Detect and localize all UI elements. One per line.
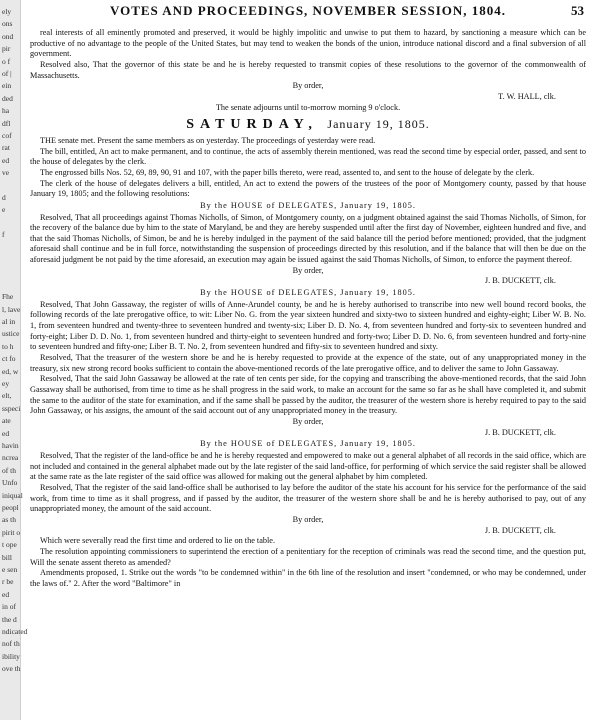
paragraph: Which were severally read the first time and ordered to lie on the table. [40, 536, 276, 546]
resolution: Resolved, That all proceedings against Thomas Nicholls, of Simon, of Montgomery county, on a judgment obtained against the said Thomas Nicholls, of Simon, for the recovery of the balance due by him to the state of Maryland, be and they are hereby suspended until after the first day of November, eighteen hundred and five, and that the said Thomas Nicholls, of Simon, be and he is hereby indulged in the payment of the said balance till the period before mentioned; provided, that the judgment aforesaid shall continue and be in full force, notwithstanding the suspension of proceedings directed by this resolution, and if the balance that will then be due on the aforesaid judgment be not paid by the time aforesaid, an execution may again be issued against the said Thomas Nicholls, of Simon, to enforce the payment thereof. [30, 212, 586, 265]
gutter-fragment: ein [2, 81, 12, 91]
gutter-fragment: ove th [2, 664, 21, 674]
resolution: Resolved, That the said John Gassaway be allowed at the rate of ten cents per side, for the copying and transcribing the above-mentioned records, that the said John Gassaway shall be authorised, from time to time as he shall progress in the said work, to make an account for the same so far as he shall have completed it, and submit the same to the auditor of the state for examination, and if the same shall be passed by the auditor, the treasurer of the western shore is hereby required to pay to the said John Gassaway, or his assigns, the amount of the said account out of any unappropriated money in the treasury. [30, 374, 586, 416]
adjournment-note: The senate adjourns until to-morrow morning 9 o'clock. [215, 102, 401, 112]
gutter-fragment: the d [2, 614, 17, 624]
order-heading: By the HOUSE of DELEGATES, January 19, 1805. [200, 200, 416, 210]
paragraph: The resolution appointing commissioners to superintend the erection of a penitentiary for the reception of criminals was read the second time, and the question put, Will the senate assent thereto as amended? [30, 546, 586, 567]
gutter-fragment: Fhe [2, 292, 14, 302]
day-date: January 19, 1805. [327, 117, 430, 132]
by-order: By order, [292, 514, 324, 524]
gutter-fragment: ded [2, 93, 13, 103]
clerk-signature: J. B. DUCKETT, clk. [484, 427, 556, 437]
paragraph: real interests of all eminently promoted and preserved, it would be highly impolitic and unwise to put them to hazard, by sanctioning a measure which can be productive of no advantage to the people of the United States, but may tend to weaken the bonds of the union, introduce national discord and a final subversion of all government. [30, 28, 586, 59]
gutter-fragment: ve [2, 168, 10, 178]
gutter-fragment: pirit o [2, 527, 21, 537]
page-number: 53 [571, 3, 584, 18]
gutter-fragment: ed [2, 155, 10, 165]
gutter-fragment: peopl [2, 503, 19, 512]
gutter-fragment: of | [2, 69, 12, 78]
gutter-fragment: Unfo [2, 478, 18, 488]
by-order: By order, [292, 265, 324, 275]
gutter-fragment: ate [2, 416, 11, 426]
gutter-fragment: ed, w [2, 366, 19, 376]
gutter-fragment: pir [2, 44, 11, 54]
gutter-fragment: in of [2, 602, 16, 612]
paragraph: The clerk of the house of delegates delivers a bill, entitled, An act to extend the powers of the trustees of the poor of Montgomery county, passed by that house January 19, 1805; and the following resolutions: [30, 178, 586, 199]
document-page [30, 3, 586, 716]
gutter-fragment: sspeci [2, 403, 21, 413]
gutter-fragment: ons [2, 19, 13, 29]
gutter-fragment: bill [2, 552, 13, 562]
order-heading: By the HOUSE of DELEGATES, January 19, 1805. [200, 288, 416, 298]
paragraph: THE senate met. Present the same members as on yesterday. The proceedings of yesterday were read. [40, 135, 376, 145]
day-heading [30, 119, 586, 131]
running-title: VOTES AND PROCEEDINGS, NOVEMBER SESSION, 1804. [109, 3, 507, 18]
gutter-fragment: to h [2, 341, 14, 351]
gutter-fragment: l, lave [2, 304, 21, 314]
gutter-fragment: ey [2, 379, 10, 388]
clerk-signature: J. B. DUCKETT, clk. [484, 525, 556, 535]
gutter-fragment: havin [2, 441, 19, 450]
gutter-fragment: al in [2, 317, 16, 326]
paragraph: Amendments proposed, 1. Strike out the words "to be condemned within" in the 6th line of the resolution and insert "condemned, or who may be condemned, under the laws of." 2. After the word "Baltimore" in [30, 568, 586, 588]
paragraph: Resolved also, That the governor of this state be and he is hereby requested to transmit copies of these resolutions to the governor of the commonwealth of Massachusetts. [30, 59, 586, 80]
adjacent-page-gutter [0, 0, 28, 720]
gutter-fragment: ha [2, 106, 10, 116]
gutter-fragment: ct fo [2, 354, 16, 364]
by-order: By order, [292, 416, 324, 426]
gutter-fragment: f [2, 230, 5, 240]
weekday: SATURDAY, [186, 117, 318, 133]
gutter-fragment: dfl [2, 118, 11, 128]
gutter-fragment: ncrea [2, 453, 19, 463]
clerk-signature: T. W. HALL, clk. [498, 91, 556, 101]
gutter-fragment: ely [2, 7, 12, 16]
clerk-signature: J. B. DUCKETT, clk. [484, 276, 556, 286]
by-order: By order, [292, 81, 324, 91]
resolution: Resolved, That the register of the said land-office shall be authorised to lay before the auditor of the state his account for his service for the performance of the said work, from time to time as it shall progress, and if passed by the auditor, the treasurer of the western shore shall be and he is hereby authorised to pay, out of any unappropriated money, the amount of the said account. [30, 482, 586, 514]
gutter-fragment: ed [2, 428, 10, 438]
gutter-fragment: d [2, 193, 6, 202]
gutter-fragment: iniqual [2, 490, 23, 500]
resolution: Resolved, That John Gassaway, the register of wills of Anne-Arundel county, be and he is hereby authorised to transcribe into new well bound record books, the following records of the late prerogative office, to wit: Liber No. G. from the year sixteen hundred and sixty-two to sixteen hundred and eighty-eight; Liber W. B. No. 1, from seventeen hundred and twenty-three to seventeen hundred and twenty-six; Liber D. D. No. 4, from seventeen hundred and forty-six to seventeen hundred and forty-eight; Liber D. D. No. 1, from seventeen hundred and thirty-eight to seventeen hundred and forty-two; Liber D. D. No. 6, from seventeen hundred and forty-nine to seventeen hundred and fifty-one; Liber B. T. No. 2, from seventeen hundred and fifty-six to seventeen hundred and sixty. [30, 299, 586, 352]
gutter-fragment: of th [2, 465, 16, 475]
resolution: Resolved, That the treasurer of the western shore be and he is hereby requested to provide at the expence of the state, out of any unappropriated money in the treasury, six new strong record books sufficient to contain the above-mentioned records of the late prerogative office, and to deliver the same to John Gassaway. [30, 353, 586, 373]
paragraph: The engrossed bills Nos. 52, 69, 89, 90, 91 and 107, with the paper bills thereto, were read, assented to, and sent to the house of delegate by the clerk. [40, 167, 535, 177]
gutter-fragment: o f [2, 56, 11, 66]
gutter-fragment: ond [2, 31, 14, 41]
gutter-fragment: as th [2, 515, 16, 525]
gutter-fragment: nof th [2, 639, 20, 649]
gutter-fragment: e sen [2, 565, 18, 574]
gutter-fragment: e [2, 205, 6, 215]
paragraph: The bill, entitled, An act to make permanent, and to continue, the acts of assembly therein mentioned, was read the second time by especial order, passed, and sent to the house of delegates by the clerk. [30, 146, 586, 167]
resolution: Resolved, That the register of the land-office be and he is hereby requested and empowered to make out a general alphabet of all records in the said office, which are not included and contained in the general alphabet made out by the late register of the said land-office, for performing of which service the said register shall be allowed at the same rate as the late register of the said office was allowed for making out the general alphabet by him completed. [30, 450, 586, 482]
gutter-fragment: ed [2, 589, 10, 599]
order-heading: By the HOUSE of DELEGATES, January 19, 1805. [200, 439, 416, 449]
gutter-fragment: rat [2, 143, 10, 153]
page-header [30, 3, 586, 28]
gutter-fragment: ibility [2, 651, 20, 661]
gutter-fragment: ndicated [2, 627, 28, 636]
gutter-fragment: elt, [2, 391, 12, 401]
gutter-fragment: cof [2, 131, 12, 140]
gutter-fragment: t ope [2, 540, 17, 550]
gutter-fragment: r be [2, 577, 14, 587]
gutter-fragment: ustice [2, 329, 20, 339]
